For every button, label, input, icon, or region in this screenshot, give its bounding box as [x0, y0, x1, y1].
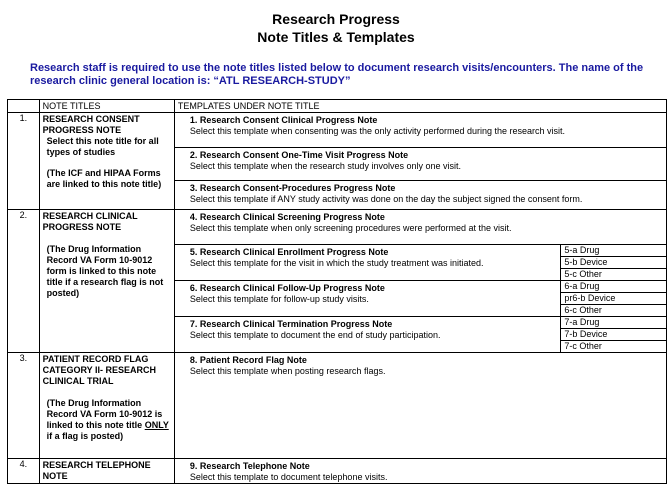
- template-title: 4. Research Clinical Screening Progress Note: [189, 212, 385, 222]
- subtemplate-device: pr6-b Device: [561, 293, 667, 305]
- subtemplate-drug: 5-a Drug: [561, 245, 667, 257]
- page-title: Research Progress: [272, 11, 400, 27]
- note-linked-forms-text: (The Drug Information Record VA Form 10-9012 is linked to this note title: [46, 398, 163, 430]
- note-title: PATIENT RECORD FLAG CATEGORY II- RESEARCH CLINICAL TRIAL: [42, 354, 157, 386]
- subtemplate-drug: 6-a Drug: [561, 281, 667, 293]
- row-number: 4.: [8, 459, 40, 484]
- template-cell: [174, 148, 666, 181]
- subtemplate-other: 5-c Other: [561, 269, 667, 281]
- row-number: 3.: [8, 353, 40, 459]
- subtemplate-other: 6-c Other: [561, 305, 667, 317]
- template-title: 2. Research Consent One-Time Visit Progress Note: [189, 150, 409, 160]
- note-titles-table: [7, 99, 667, 484]
- template-description: Select this template for follow-up study visits.: [189, 294, 369, 304]
- subtemplate-device: 5-b Device: [561, 257, 667, 269]
- template-description: Select this template to document telephone visits.: [189, 472, 388, 482]
- table-row: [8, 113, 667, 148]
- note-linked-forms-tail: if a flag is posted): [46, 431, 124, 441]
- note-only-emphasis: ONLY: [144, 420, 169, 430]
- note-title: RESEARCH TELEPHONE NOTE: [42, 460, 151, 481]
- template-cell: [174, 210, 666, 245]
- intro-text: Research staff is required to use the note titles listed below to document research visits/encounters. The name of the research clinic general location is: “ATL RESEARCH-STUDY”: [30, 62, 644, 87]
- template-cell: [174, 459, 666, 484]
- note-linked-forms: (The ICF and HIPAA Forms are linked to this note title): [46, 168, 162, 189]
- template-cell: [174, 353, 666, 459]
- page-subtitle: Note Titles & Templates: [257, 29, 415, 45]
- header-note-titles: NOTE TITLES: [39, 100, 174, 113]
- template-cell: [174, 281, 561, 317]
- template-title: 8. Patient Record Flag Note: [189, 355, 307, 365]
- note-linked-forms: [43, 398, 171, 442]
- template-description: Select this template if ANY study activity was done on the day the subject signed the consent form.: [189, 194, 583, 204]
- note-title-cell: [39, 210, 174, 353]
- header-num: [8, 100, 40, 113]
- subtemplate-device: 7-b Device: [561, 329, 667, 341]
- template-cell: [174, 317, 561, 353]
- template-title: 6. Research Clinical Follow-Up Progress Note: [189, 283, 385, 293]
- header-templates: TEMPLATES UNDER NOTE TITLE: [174, 100, 666, 113]
- table-row: [8, 210, 667, 245]
- note-title-cell: [39, 459, 174, 484]
- template-cell: [174, 181, 666, 210]
- note-linked-forms: (The Drug Information Record VA Form 10-9012 form is linked to this note title if a research flag is not posted): [46, 244, 164, 298]
- template-description: Select this template when posting research flags.: [189, 366, 386, 376]
- subtemplate-other: 7-c Other: [561, 341, 667, 353]
- template-title: 1. Research Consent Clinical Progress Note: [189, 115, 378, 125]
- table-row: [8, 459, 667, 484]
- table-row: [8, 353, 667, 459]
- template-description: Select this template when the research study involves only one visit.: [189, 161, 461, 171]
- row-number: 2.: [8, 210, 40, 353]
- template-description: Select this template to document the end of study participation.: [189, 330, 441, 340]
- template-title: 5. Research Clinical Enrollment Progress Note: [189, 247, 389, 257]
- subtemplate-drug: 7-a Drug: [561, 317, 667, 329]
- template-description: Select this template for the visit in which the study treatment was initiated.: [189, 258, 484, 268]
- template-description: Select this template when consenting was the only activity performed during the research visit.: [189, 126, 566, 136]
- note-instruction: Select this note title for all types of studies: [46, 136, 159, 157]
- template-cell: [174, 245, 561, 281]
- row-number: 1.: [8, 113, 40, 210]
- note-title: RESEARCH CLINICAL PROGRESS NOTE: [42, 211, 138, 232]
- note-title-cell: [39, 353, 174, 459]
- table-header-row: [8, 100, 667, 113]
- note-title: RESEARCH CONSENT PROGRESS NOTE: [42, 114, 140, 135]
- template-title: 3. Research Consent-Procedures Progress Note: [189, 183, 396, 193]
- template-title: 7. Research Clinical Termination Progress Note: [189, 319, 393, 329]
- note-title-cell: [39, 113, 174, 210]
- template-description: Select this template when only screening procedures were performed at the visit.: [189, 223, 512, 233]
- template-title: 9. Research Telephone Note: [189, 461, 310, 471]
- template-cell: [174, 113, 666, 148]
